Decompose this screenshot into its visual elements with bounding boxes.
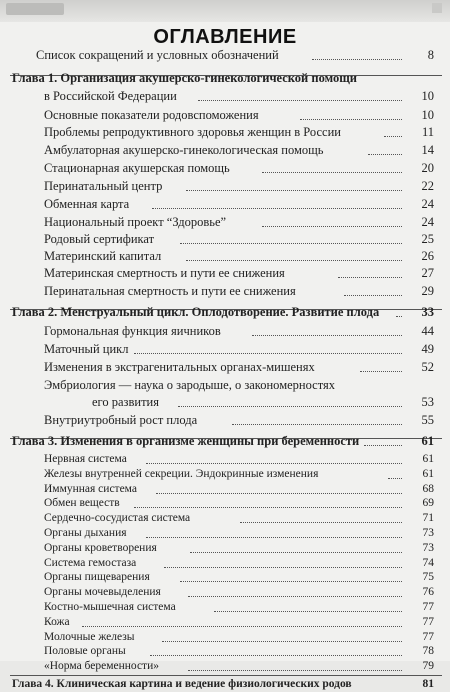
toc-page-number: 74 — [422, 556, 434, 569]
toc-entry[interactable] — [0, 585, 450, 600]
toc-entry-title: Маточный цикл — [44, 342, 129, 356]
toc-entry-title: Родовый сертификат — [44, 232, 155, 246]
toc-entry[interactable] — [0, 410, 450, 430]
toc-entry[interactable] — [0, 194, 450, 214]
toc-page-number: 76 — [422, 586, 434, 599]
toc-entry-title: Органы кроветворения — [44, 541, 157, 554]
toc-page-number: 49 — [421, 342, 434, 356]
toc-leader-dots — [164, 567, 402, 568]
toc-page-number: 78 — [422, 645, 434, 658]
toc-entry[interactable] — [0, 452, 450, 467]
toc-entry-title: Проблемы репродуктивного здоровья женщин в России — [44, 125, 341, 139]
toc-leader-dots — [214, 611, 402, 612]
toc-chapter-entry[interactable] — [0, 302, 450, 322]
toc-entry-title: Костно-мышечная система — [44, 601, 176, 613]
toc-entry-title: Гормональная функция яичников — [44, 324, 221, 338]
toc-entry-title: Органы дыхания — [44, 527, 127, 539]
toc-leader-dots — [384, 136, 402, 137]
toc-entry[interactable] — [0, 615, 450, 630]
toc-leader-dots — [312, 59, 402, 60]
toc-leader-dots — [364, 445, 402, 446]
toc-page-number: 11 — [421, 125, 434, 139]
toc-entry-title: Перинатальная смертность и пути ее снижения — [44, 284, 296, 298]
toc-entry[interactable] — [0, 482, 450, 497]
toc-leader-dots — [300, 119, 402, 120]
toc-leader-dots — [368, 154, 402, 155]
toc-page-number: 77 — [422, 630, 434, 643]
toc-entry[interactable] — [0, 281, 450, 301]
toc-leader-dots — [150, 655, 402, 656]
toc-entry-title: Обмен веществ — [44, 497, 120, 510]
toc-page-number: 29 — [421, 284, 434, 298]
toc-entry[interactable] — [0, 45, 450, 65]
toc-page-number: 8 — [427, 48, 434, 62]
toc-page-number: 71 — [422, 512, 434, 525]
toc-entry[interactable] — [0, 176, 450, 196]
toc-leader-dots — [146, 463, 402, 464]
toc-entry[interactable] — [0, 600, 450, 615]
toc-page-number: 77 — [422, 615, 434, 628]
toc-entry-title: Органы пищеварения — [44, 571, 150, 584]
toc-entry-title: «Норма беременности» — [44, 660, 159, 673]
toc-leader-dots — [134, 507, 402, 508]
toc-leader-dots — [338, 277, 402, 278]
toc-entry-title: Сердечно-сосудистая система — [44, 512, 191, 525]
toc-leader-dots — [82, 626, 402, 627]
toc-entry[interactable] — [0, 541, 450, 556]
toc-title: ОГЛАВЛЕНИЕ — [153, 26, 297, 48]
toc-entry-title: Материнский капитал — [44, 249, 162, 263]
toc-entry-title: Система гемостаза — [44, 556, 137, 569]
toc-entry[interactable] — [0, 467, 450, 482]
toc-entry[interactable] — [0, 357, 450, 377]
toc-entry-title: Амбулаторная акушерско-гинекологическая помощь — [44, 143, 324, 157]
toc-page-number: 14 — [421, 143, 434, 157]
toc-page-number: 61 — [421, 434, 434, 448]
toc-leader-dots — [186, 260, 402, 261]
toc-entry-title: Органы мочевыделения — [44, 586, 161, 599]
toc-entry-title: Эмбриология — наука о зародыше, о закономерностях — [44, 378, 335, 392]
toc-chapter-entry[interactable] — [0, 677, 450, 692]
toc-page-number: 75 — [422, 571, 434, 584]
toc-entry-title: Материнская смертность и пути ее снижения — [44, 266, 285, 280]
toc-entry[interactable] — [0, 644, 450, 659]
toc-entry-title: Кожа — [44, 615, 70, 628]
toc-leader-dots — [146, 537, 402, 538]
toc-leader-dots — [198, 100, 402, 101]
toc-entry-title: Основные показатели родовспоможения — [44, 108, 259, 122]
toc-entry-title: Глава 3. Изменения в организме женщины при беременности — [12, 434, 360, 448]
toc-leader-dots — [262, 172, 402, 173]
toc-leader-dots — [186, 190, 402, 191]
toc-page-number: 24 — [421, 215, 434, 229]
toc-leader-dots — [396, 316, 402, 317]
toc-chapter-entry[interactable] — [0, 68, 450, 88]
toc-entry[interactable] — [0, 526, 450, 541]
toc-page-number: 77 — [422, 601, 434, 613]
toc-page-number: 22 — [421, 179, 434, 193]
toc-page-number: 25 — [421, 232, 434, 246]
toc-page-number: 73 — [422, 527, 434, 539]
toc-leader-dots — [232, 424, 402, 425]
toc-entry-title: Список сокращений и условных обозначений — [36, 48, 279, 62]
toc-entry-title: в Российской Федерации — [44, 89, 177, 103]
toc-leader-dots — [180, 243, 402, 244]
toc-leader-dots — [252, 335, 402, 336]
toc-entry-title: Стационарная акушерская помощь — [44, 161, 230, 175]
toc-leader-dots — [262, 226, 402, 227]
toc-page-number: 24 — [421, 197, 434, 211]
toc-entry[interactable] — [0, 630, 450, 645]
toc-entry-title: Половые органы — [44, 645, 126, 658]
toc-leader-dots — [344, 295, 402, 296]
toc-page-number: 53 — [421, 395, 434, 409]
toc-entry-title: Перинатальный центр — [44, 179, 163, 193]
toc-leader-dots — [240, 522, 402, 523]
toc-entry[interactable] — [0, 556, 450, 571]
toc-entry-title: Внутриутробный рост плода — [44, 413, 198, 427]
toc-page-number: 61 — [422, 467, 434, 480]
toc-page-number: 69 — [422, 497, 434, 510]
toc-entry-title: его развития — [92, 395, 159, 409]
toc-leader-dots — [190, 552, 402, 553]
toc-entry-title: Национальный проект “Здоровье” — [44, 215, 227, 229]
toc-page-number: 61 — [422, 453, 434, 465]
toc-page-number: 10 — [421, 89, 434, 103]
toc-page-number: 79 — [422, 660, 434, 673]
toc-entry[interactable] — [0, 158, 450, 178]
toc-page-number: 44 — [421, 324, 434, 338]
toc-page-number: 52 — [421, 360, 434, 374]
toc-entry-title: Изменения в экстрагенитальных органах-мишенях — [44, 360, 315, 374]
toc-leader-dots — [360, 371, 402, 372]
toc-entry-title: Железы внутренней секреции. Эндокринные изменения — [44, 467, 319, 480]
toc-leader-dots — [188, 670, 402, 671]
toc-leader-dots — [152, 208, 402, 209]
toc-page-number: 20 — [421, 161, 434, 175]
toc-entry-title: Глава 1. Организация акушерско-гинекологической помощи — [12, 71, 357, 85]
toc-entry-title: Обменная карта — [44, 197, 130, 211]
toc-entry[interactable] — [0, 122, 450, 142]
toc-page-number: 73 — [422, 541, 434, 554]
toc-entry[interactable] — [0, 140, 450, 160]
toc-page-number: 55 — [421, 413, 434, 427]
toc-entry[interactable] — [0, 496, 450, 511]
section-rule — [10, 675, 442, 676]
toc-leader-dots — [180, 581, 402, 582]
toc-page-number: 10 — [421, 108, 434, 122]
toc-leader-dots — [178, 406, 402, 407]
toc-entry[interactable] — [0, 511, 450, 526]
toc-page-number: 81 — [422, 678, 434, 690]
toc-leader-dots — [188, 596, 402, 597]
toc-entry-title: Нервная система — [44, 453, 127, 465]
toc-entry-title: Глава 2. Менструальный цикл. Оплодотворение. Развитие плода — [12, 305, 380, 319]
toc-entry-title: Иммунная система — [44, 482, 137, 495]
toc-entry[interactable] — [0, 570, 450, 585]
toc-entry[interactable] — [0, 86, 450, 106]
toc-leader-dots — [162, 641, 402, 642]
toc-chapter-entry[interactable] — [0, 431, 450, 451]
toc-page-number: 27 — [421, 266, 434, 280]
toc-leader-dots — [388, 478, 402, 479]
toc-page-number: 68 — [422, 482, 434, 495]
toc-entry[interactable] — [0, 339, 450, 359]
toc-entry[interactable] — [0, 659, 450, 674]
toc-entry[interactable] — [0, 263, 450, 283]
toc-page-number: 26 — [421, 249, 434, 263]
toc-entry[interactable] — [0, 321, 450, 341]
toc-leader-dots — [134, 353, 402, 354]
toc-page-number: 33 — [421, 305, 434, 319]
toc-leader-dots — [156, 493, 402, 494]
toc-entry[interactable] — [0, 392, 450, 412]
toc-entry-title: Глава 4. Клиническая картина и ведение физиологических родов — [12, 678, 352, 690]
toc-entry-title: Молочные железы — [44, 630, 135, 643]
